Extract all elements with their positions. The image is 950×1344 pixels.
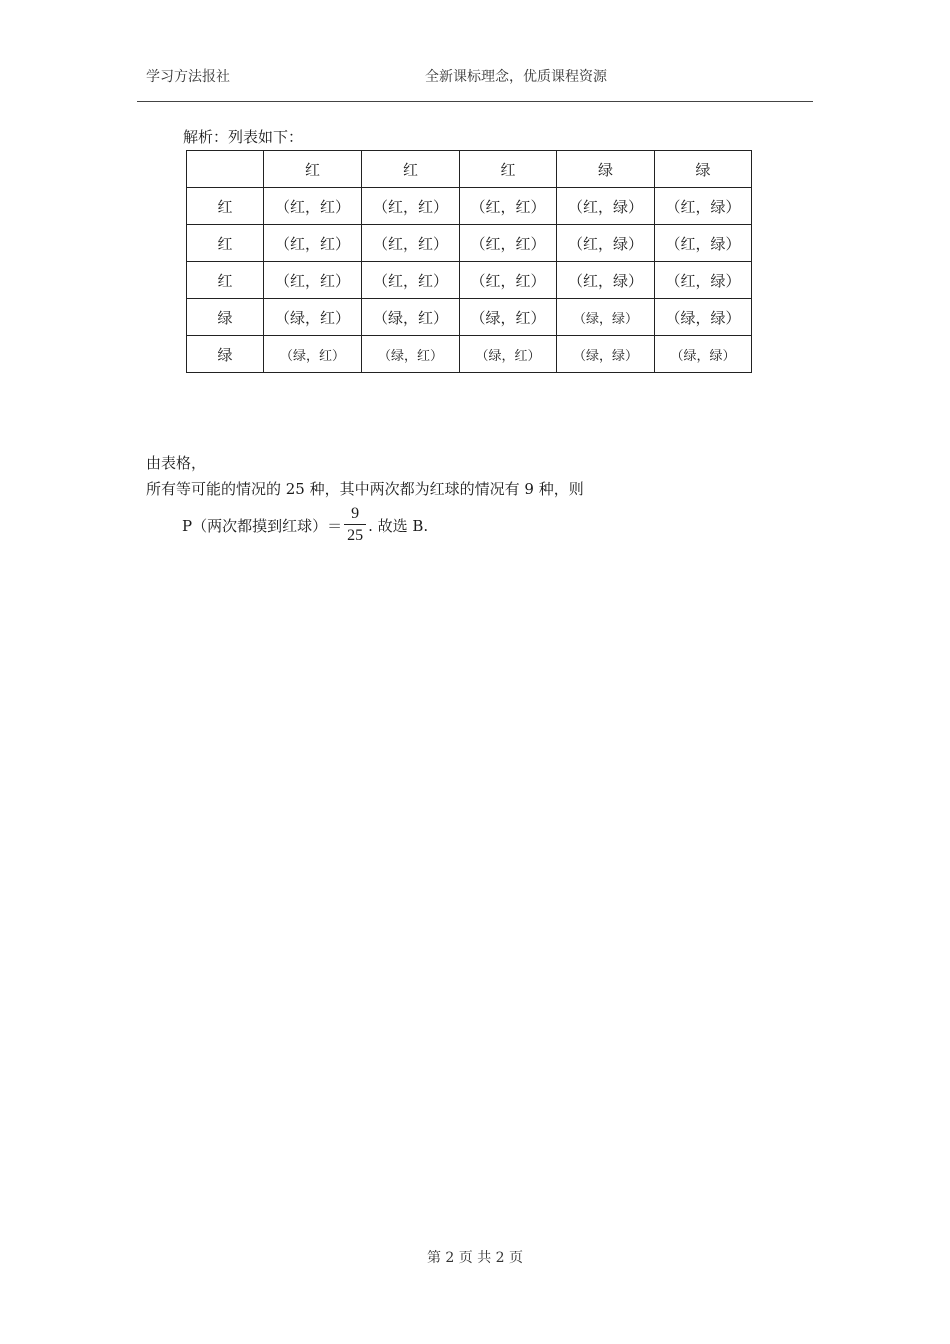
fraction-denominator: 25 — [347, 526, 364, 544]
table-col-header: 绿 — [557, 151, 655, 188]
table-col-header: 红 — [362, 151, 460, 188]
table-row — [187, 225, 752, 262]
table-cell: （绿，绿） — [655, 299, 752, 336]
outcome-table — [186, 150, 752, 373]
table-row-header: 红 — [187, 262, 264, 299]
table-row — [187, 262, 752, 299]
table-cell: （红，绿） — [655, 188, 752, 225]
formula-suffix: . 故选 B. — [368, 516, 429, 535]
table-row-header: 绿 — [187, 336, 264, 373]
table-cell: （绿，绿） — [557, 299, 655, 336]
table-cell: （红，绿） — [557, 225, 655, 262]
table-col-header: 绿 — [655, 151, 752, 188]
page-footer: 第 2 页 共 2 页 — [426, 1250, 524, 1266]
table-row-header: 绿 — [187, 299, 264, 336]
table-row-header: 红 — [187, 188, 264, 225]
analysis-intro: 解析：列表如下： — [183, 128, 304, 146]
conclusion-line-1: 由表格， — [146, 454, 207, 472]
table-col-header: 红 — [264, 151, 362, 188]
probability-formula — [182, 500, 428, 550]
table-cell: （绿，红） — [460, 336, 557, 373]
table-cell: （红，绿） — [655, 262, 752, 299]
table-cell: （红，红） — [264, 188, 362, 225]
table-cell: （红，红） — [460, 188, 557, 225]
table-corner-cell — [187, 151, 264, 188]
table-cell: （红，红） — [362, 262, 460, 299]
table-cell: （红，红） — [460, 225, 557, 262]
probability-fraction — [344, 504, 366, 547]
table-header-row — [187, 151, 752, 188]
table-row — [187, 299, 752, 336]
conclusion-line-2: 所有等可能的情况的 25 种，其中两次都为红球的情况有 9 种，则 — [146, 480, 584, 498]
formula-prefix: P（两次都摸到红球）＝ — [182, 516, 343, 535]
table-cell: （红，红） — [362, 225, 460, 262]
header-divider — [137, 101, 813, 102]
table-cell: （绿，红） — [264, 336, 362, 373]
table-cell: （红，绿） — [557, 262, 655, 299]
table-cell: （绿，绿） — [655, 336, 752, 373]
table-cell: （红，红） — [460, 262, 557, 299]
table-cell: （红，绿） — [557, 188, 655, 225]
table-row — [187, 188, 752, 225]
table-cell: （绿，红） — [362, 336, 460, 373]
table-col-header: 红 — [460, 151, 557, 188]
table-cell: （绿，红） — [460, 299, 557, 336]
table-cell: （红，红） — [362, 188, 460, 225]
table-row — [187, 336, 752, 373]
table-row-header: 红 — [187, 225, 264, 262]
table-cell: （绿，绿） — [557, 336, 655, 373]
table-cell: （绿，红） — [362, 299, 460, 336]
header-slogan: 全新课标理念，优质课程资源 — [425, 69, 607, 85]
fraction-numerator: 9 — [351, 504, 360, 522]
table-cell: （红，绿） — [655, 225, 752, 262]
table-cell: （红，红） — [264, 225, 362, 262]
table-cell: （红，红） — [264, 262, 362, 299]
table-cell: （绿，红） — [264, 299, 362, 336]
header-publisher: 学习方法报社 — [146, 69, 230, 85]
